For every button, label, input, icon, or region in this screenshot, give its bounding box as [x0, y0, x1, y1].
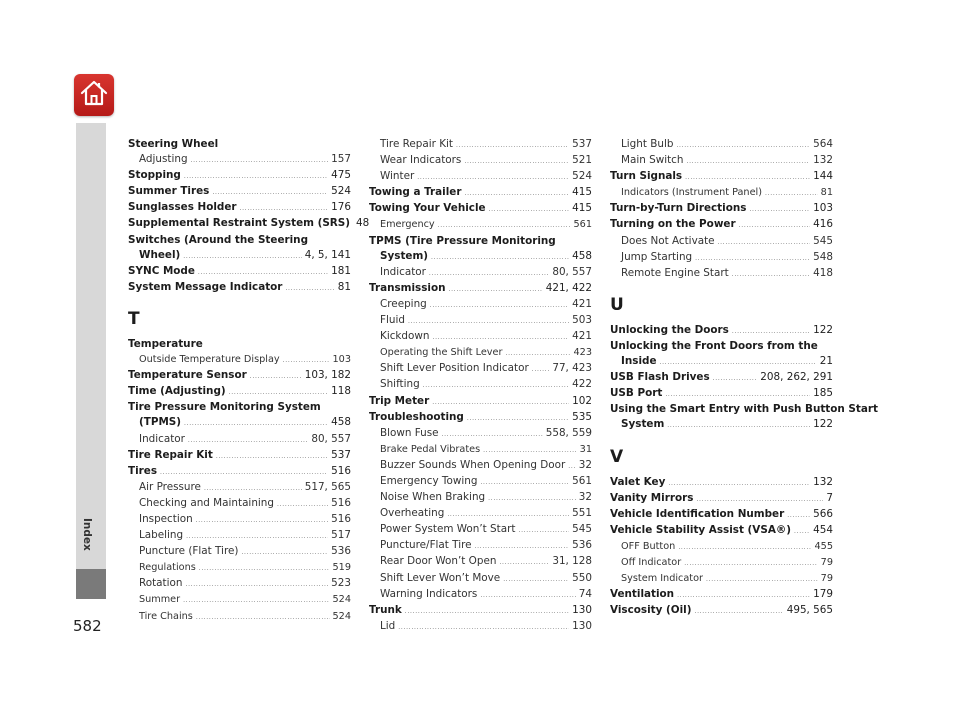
index-entry: TPMS (Tire Pressure Monitoring — [369, 234, 556, 247]
index-entry-continued[interactable]: Wheel) . . . 4, 5, 141 — [128, 248, 351, 264]
index-entry-continued[interactable]: System . . . 122 — [610, 417, 833, 433]
index-entry: Unlocking the Front Doors from the — [610, 339, 818, 352]
index-subentry[interactable]: Light Bulb . . . 564 — [610, 137, 833, 153]
index-subentry[interactable]: System Indicator . . . 79 — [610, 571, 833, 587]
index-entry[interactable]: Turn-by-Turn Directions . . . 103 — [610, 201, 833, 217]
index-sidebar-tab[interactable] — [76, 123, 106, 570]
index-column-3 — [610, 137, 878, 619]
index-subentry[interactable]: Buzzer Sounds When Opening Door . . . 32 — [369, 458, 592, 474]
index-subentry[interactable]: Main Switch . . . 132 — [610, 153, 833, 169]
sidebar-label: Index — [81, 518, 93, 551]
index-entry[interactable]: USB Flash Drives . . . 208, 262, 291 — [610, 370, 833, 386]
index-subentry[interactable]: Adjusting . . . 157 — [128, 152, 351, 168]
index-entry[interactable]: Trip Meter . . . 102 — [369, 394, 592, 410]
index-subentry[interactable]: Indicators (Instrument Panel) . . . 81 — [610, 185, 833, 201]
index-entry[interactable]: Vanity Mirrors . . . 7 — [610, 491, 833, 507]
index-subentry[interactable]: Labeling . . . 517 — [128, 528, 351, 544]
sidebar-marker — [76, 569, 106, 599]
page-number: 582 — [73, 617, 102, 635]
index-entry: Tire Pressure Monitoring System — [128, 401, 321, 414]
index-entry[interactable]: System Message Indicator . . . 81 — [128, 280, 351, 296]
index-subentry[interactable]: Emergency . . . 561 — [369, 217, 592, 233]
index-subentry[interactable]: Indicator . . . 80, 557 — [369, 265, 592, 281]
index-entry-continued[interactable]: System) . . . 458 — [369, 249, 592, 265]
index-entry[interactable]: SYNC Mode . . . 181 — [128, 264, 351, 280]
index-subentry[interactable]: Regulations . . . 519 — [128, 560, 351, 576]
index-subentry[interactable]: Emergency Towing . . . 561 — [369, 474, 592, 490]
index-subentry[interactable]: Shift Lever Position Indicator . . . 77, 423 — [369, 361, 592, 377]
index-column-1 — [128, 137, 370, 625]
index-subentry[interactable]: Off Indicator . . . 79 — [610, 555, 833, 571]
index-entry[interactable]: Tires . . . 516 — [128, 464, 351, 480]
index-subentry[interactable]: Tire Repair Kit . . . 537 — [369, 137, 592, 153]
section-letter: V — [610, 446, 624, 467]
index-subentry[interactable]: Warning Indicators . . . 74 — [369, 587, 592, 603]
home-icon — [79, 79, 109, 111]
index-entry[interactable]: Vehicle Identification Number . . . 566 — [610, 507, 833, 523]
index-subentry[interactable]: Fluid . . . 503 — [369, 313, 592, 329]
index-subentry[interactable]: Overheating . . . 551 — [369, 506, 592, 522]
index-entry[interactable]: Towing a Trailer . . . 415 — [369, 185, 592, 201]
index-subentry[interactable]: Operating the Shift Lever . . . 423 — [369, 345, 592, 361]
index-entry[interactable]: Temperature Sensor . . . 103, 182 — [128, 368, 351, 384]
index-subentry[interactable]: Brake Pedal Vibrates . . . 31 — [369, 442, 592, 458]
index-entry: Using the Smart Entry with Push Button Start — [610, 403, 878, 416]
index-entry[interactable]: Valet Key . . . 132 — [610, 475, 833, 491]
index-entry[interactable]: Turning on the Power . . . 416 — [610, 217, 833, 233]
index-subentry[interactable]: Kickdown . . . 421 — [369, 329, 592, 345]
index-subentry[interactable]: Lid . . . 130 — [369, 619, 592, 635]
index-subentry[interactable]: Summer . . . 524 — [128, 592, 351, 608]
index-entry[interactable]: Towing Your Vehicle . . . 415 — [369, 201, 592, 217]
index-subentry[interactable]: Noise When Braking . . . 32 — [369, 490, 592, 506]
index-entry: Temperature — [128, 337, 203, 350]
index-subentry[interactable]: Puncture/Flat Tire . . . 536 — [369, 538, 592, 554]
section-letter: U — [610, 294, 624, 315]
index-entry[interactable]: Sunglasses Holder . . . 176 — [128, 200, 351, 216]
index-subentry[interactable]: Blown Fuse . . . 558, 559 — [369, 426, 592, 442]
index-entry[interactable]: Unlocking the Doors . . . 122 — [610, 323, 833, 339]
index-entry[interactable]: Turn Signals . . . 144 — [610, 169, 833, 185]
index-subentry[interactable]: Wear Indicators . . . 521 — [369, 153, 592, 169]
index-subentry[interactable]: Shift Lever Won’t Move . . . 550 — [369, 571, 592, 587]
index-subentry[interactable]: Air Pressure . . . 517, 565 — [128, 480, 351, 496]
index-subentry[interactable]: Puncture (Flat Tire) . . . 536 — [128, 544, 351, 560]
index-subentry[interactable]: Jump Starting . . . 548 — [610, 250, 833, 266]
index-column-2 — [369, 137, 592, 635]
index-subentry[interactable]: Rear Door Won’t Open . . . 31, 128 — [369, 554, 592, 570]
index-entry: Steering Wheel — [128, 138, 219, 150]
index-entry[interactable]: Supplemental Restraint System (SRS) 48 — [128, 217, 370, 230]
index-entry[interactable]: Troubleshooting . . . 535 — [369, 410, 592, 426]
index-subentry[interactable]: OFF Button . . . 455 — [610, 539, 833, 555]
index-subentry[interactable]: Winter . . . 524 — [369, 169, 592, 185]
index-entry[interactable]: Vehicle Stability Assist (VSA®) . . . 454 — [610, 523, 833, 539]
index-entry[interactable]: Transmission . . . 421, 422 — [369, 281, 592, 297]
index-entry[interactable]: Summer Tires . . . 524 — [128, 184, 351, 200]
index-subentry[interactable]: Creeping . . . 421 — [369, 297, 592, 313]
index-entry: Switches (Around the Steering — [128, 233, 309, 246]
index-subentry[interactable]: Checking and Maintaining . . . 516 — [128, 496, 351, 512]
index-entry[interactable]: Viscosity (Oil) . . . 495, 565 — [610, 603, 833, 619]
index-entry[interactable]: Tire Repair Kit . . . 537 — [128, 448, 351, 464]
section-letter: T — [128, 308, 140, 329]
home-button[interactable] — [74, 74, 114, 116]
index-entry[interactable]: Stopping . . . 475 — [128, 168, 351, 184]
index-entry-continued[interactable]: Inside . . . 21 — [610, 354, 833, 370]
index-subentry[interactable]: Remote Engine Start . . . 418 — [610, 266, 833, 282]
index-subentry[interactable]: Indicator . . . 80, 557 — [128, 432, 351, 448]
index-entry-continued[interactable]: (TPMS) . . . 458 — [128, 415, 351, 431]
index-entry[interactable]: USB Port . . . 185 — [610, 386, 833, 402]
index-subentry[interactable]: Shifting . . . 422 — [369, 377, 592, 393]
index-subentry[interactable]: Does Not Activate . . . 545 — [610, 234, 833, 250]
index-entry[interactable]: Ventilation . . . 179 — [610, 587, 833, 603]
index-subentry[interactable]: Inspection . . . 516 — [128, 512, 351, 528]
index-subentry[interactable]: Power System Won’t Start . . . 545 — [369, 522, 592, 538]
index-subentry[interactable]: Outside Temperature Display . . . 103 — [128, 352, 351, 368]
index-entry[interactable]: Trunk . . . 130 — [369, 603, 592, 619]
index-entry[interactable]: Time (Adjusting) . . . 118 — [128, 384, 351, 400]
index-subentry[interactable]: Tire Chains . . . 524 — [128, 609, 351, 625]
index-subentry[interactable]: Rotation . . . 523 — [128, 576, 351, 592]
